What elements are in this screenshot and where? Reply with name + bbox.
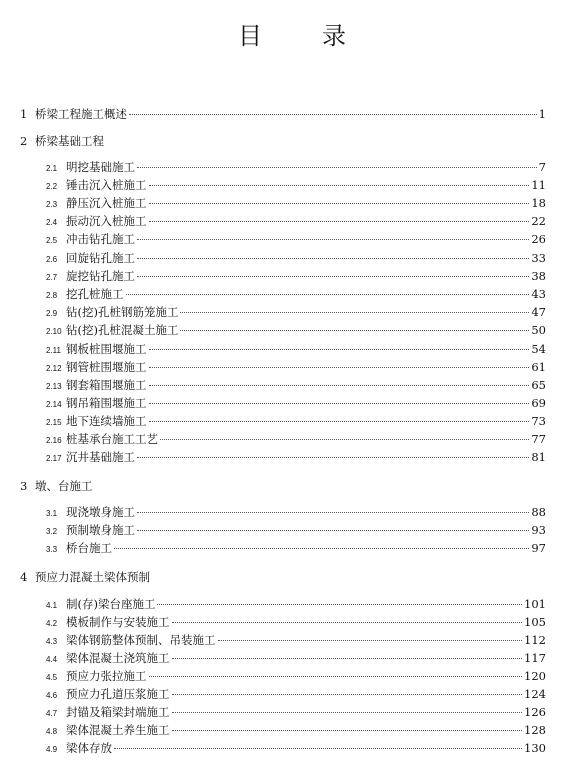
toc-number: 4.6: [46, 691, 58, 700]
toc-chapter-entry[interactable]: [20, 134, 546, 148]
dot-leader: [172, 712, 523, 713]
toc-title: 预应力混凝土梁体预制: [35, 570, 150, 584]
dot-leader: [157, 604, 522, 605]
toc-title: 封锚及箱梁封端施工: [66, 705, 170, 719]
dot-leader: [114, 748, 522, 749]
toc-page-number: 22: [531, 214, 546, 228]
toc-page-number: 73: [531, 414, 546, 428]
toc-section-entry[interactable]: [46, 251, 546, 267]
toc-page-number: 112: [524, 633, 546, 647]
toc-number: 2.10: [46, 327, 62, 336]
toc-title: 冲击钻孔施工: [66, 232, 135, 246]
toc-section-entry[interactable]: [46, 232, 546, 248]
toc-number: 4.3: [46, 637, 58, 646]
dot-leader: [137, 258, 529, 259]
dot-leader: [114, 548, 529, 549]
toc-title: 预应力孔道压浆施工: [66, 687, 170, 701]
toc-title: 桥梁基础工程: [35, 134, 104, 148]
toc-title: 梁体混凝土养生施工: [66, 723, 170, 737]
toc-title: 挖孔桩施工: [66, 287, 124, 301]
toc-page-number: 1: [538, 107, 546, 121]
dot-leader: [172, 622, 523, 623]
dot-leader: [149, 185, 530, 186]
toc-number: 2.8: [46, 291, 58, 300]
toc-page-number: 124: [524, 687, 546, 701]
toc-section-entry[interactable]: [46, 633, 546, 649]
toc-number: 1: [20, 107, 28, 121]
toc-section-entry[interactable]: [46, 505, 546, 521]
toc-page-number: 7: [538, 160, 546, 174]
toc-page-number: 101: [524, 597, 546, 611]
toc-chapter-entry[interactable]: [20, 107, 546, 121]
toc-section-entry[interactable]: [46, 287, 546, 303]
toc-number: 2: [20, 134, 28, 148]
toc-page-number: 117: [524, 651, 546, 665]
toc-number: 2.3: [46, 200, 58, 209]
toc-title: 锤击沉入桩施工: [66, 178, 147, 192]
toc-title: 静压沉入桩施工: [66, 196, 147, 210]
toc-title: 钢吊箱围堰施工: [66, 396, 147, 410]
toc-section-entry[interactable]: [46, 323, 546, 339]
toc-section-entry[interactable]: [46, 669, 546, 685]
dot-leader: [126, 294, 530, 295]
dot-leader: [180, 330, 529, 331]
toc-page-number: 88: [531, 505, 546, 519]
toc-page-number: 130: [524, 741, 546, 755]
toc-section-entry[interactable]: [46, 705, 546, 721]
toc-section-entry[interactable]: [46, 160, 546, 176]
toc-number: 4.1: [46, 601, 58, 610]
toc-page-number: 128: [524, 723, 546, 737]
toc-title: 梁体钢筋整体预制、吊装施工: [66, 633, 216, 647]
toc-title: 钢套箱围堰施工: [66, 378, 147, 392]
toc-title: 桩基承台施工工艺: [66, 432, 158, 446]
toc-number: 3.1: [46, 509, 58, 518]
toc-number: 2.7: [46, 273, 58, 282]
toc-title: 钻(挖)孔桩混凝土施工: [66, 323, 179, 337]
dot-leader: [149, 676, 523, 677]
toc-title: 钢管桩围堰施工: [66, 360, 147, 374]
toc-section-entry[interactable]: [46, 305, 546, 321]
toc-number: 2.13: [46, 382, 62, 391]
toc-number: 2.6: [46, 255, 58, 264]
toc-number: 2.2: [46, 182, 58, 191]
toc-section-entry[interactable]: [46, 523, 546, 539]
toc-title: 沉井基础施工: [66, 450, 135, 464]
toc-number: 4.2: [46, 619, 58, 628]
toc-number: 2.11: [46, 346, 61, 355]
toc-number: 4.4: [46, 655, 58, 664]
toc-page-number: 50: [531, 323, 546, 337]
toc-page-number: 43: [531, 287, 546, 301]
toc-page-number: 61: [531, 360, 546, 374]
dot-leader: [218, 640, 523, 641]
toc-title: 模板制作与安装施工: [66, 615, 170, 629]
toc-title: 钻(挖)孔桩钢筋笼施工: [66, 305, 179, 319]
toc-page-number: 120: [524, 669, 546, 683]
toc-title: 振动沉入桩施工: [66, 214, 147, 228]
toc-number: 4.8: [46, 727, 58, 736]
toc-title: 回旋钻孔施工: [66, 251, 135, 265]
toc-number: 2.5: [46, 236, 58, 245]
toc-page-number: 33: [531, 251, 546, 265]
dot-leader: [137, 530, 529, 531]
toc-number: 3.2: [46, 527, 58, 536]
dot-leader: [172, 658, 523, 659]
dot-leader: [172, 730, 523, 731]
dot-leader: [180, 312, 529, 313]
toc-section-entry[interactable]: [46, 342, 546, 358]
toc-page-number: 38: [531, 269, 546, 283]
toc-number: 3: [20, 479, 28, 493]
dot-leader: [149, 385, 530, 386]
toc-section-entry[interactable]: [46, 214, 546, 230]
toc-title: 预制墩身施工: [66, 523, 135, 537]
toc-number: 2.9: [46, 309, 58, 318]
dot-leader: [149, 367, 530, 368]
dot-leader: [137, 276, 529, 277]
toc-page-number: 97: [531, 541, 546, 555]
toc-section-entry[interactable]: [46, 723, 546, 739]
dot-leader: [149, 221, 530, 222]
toc-title: 墩、台施工: [35, 479, 93, 493]
toc-section-entry[interactable]: [46, 178, 546, 194]
toc-section-entry[interactable]: [46, 651, 546, 667]
dot-leader: [149, 349, 530, 350]
toc-title: 地下连续墙施工: [66, 414, 147, 428]
dot-leader: [129, 114, 537, 115]
toc-section-entry[interactable]: [46, 360, 546, 376]
toc-title: 梁体混凝土浇筑施工: [66, 651, 170, 665]
toc-number: 2.17: [46, 454, 62, 463]
toc-number: 4.5: [46, 673, 58, 682]
toc-page-number: 47: [531, 305, 546, 319]
toc-title: 桥台施工: [66, 541, 112, 555]
toc-page-number: 77: [531, 432, 546, 446]
toc-title: 旋挖钻孔施工: [66, 269, 135, 283]
toc-number: 2.15: [46, 418, 62, 427]
toc-chapter-entry[interactable]: [20, 570, 546, 584]
toc-page-number: 18: [531, 196, 546, 210]
toc-number: 2.1: [46, 164, 58, 173]
toc-section-entry[interactable]: [46, 615, 546, 631]
toc-section-entry[interactable]: [46, 741, 546, 757]
toc-section-entry[interactable]: [46, 597, 546, 613]
toc-number: 2.12: [46, 364, 62, 373]
toc-number: 4.7: [46, 709, 58, 718]
toc-number: 2.16: [46, 436, 62, 445]
toc-page-number: 93: [531, 523, 546, 537]
dot-leader: [137, 512, 529, 513]
dot-leader: [137, 167, 537, 168]
toc-page-number: 11: [531, 178, 546, 192]
toc-section-entry[interactable]: [46, 432, 546, 448]
toc-section-entry[interactable]: [46, 269, 546, 285]
toc-section-entry[interactable]: [46, 378, 546, 394]
dot-leader: [149, 403, 530, 404]
dot-leader: [149, 421, 530, 422]
toc-title: 预应力张拉施工: [66, 669, 147, 683]
toc-section-entry[interactable]: [46, 396, 546, 412]
toc-page-number: 126: [524, 705, 546, 719]
toc-chapter-entry[interactable]: [20, 479, 546, 493]
dot-leader: [172, 694, 523, 695]
toc-page-number: 26: [531, 232, 546, 246]
dot-leader: [137, 457, 529, 458]
toc-number: 3.3: [46, 545, 58, 554]
toc-title: 现浇墩身施工: [66, 505, 135, 519]
toc-section-entry[interactable]: [46, 196, 546, 212]
toc-number: 2.14: [46, 400, 62, 409]
dot-leader: [160, 439, 529, 440]
toc-number: 2.4: [46, 218, 58, 227]
toc-title: 明挖基础施工: [66, 160, 135, 174]
toc-title: 桥梁工程施工概述: [35, 107, 127, 121]
toc-page-number: 105: [524, 615, 546, 629]
toc-page-number: 65: [531, 378, 546, 392]
page-title: 目 录: [238, 22, 364, 50]
toc-title: 梁体存放: [66, 741, 112, 755]
toc-page-number: 54: [531, 342, 546, 356]
dot-leader: [137, 239, 529, 240]
toc-section-entry[interactable]: [46, 414, 546, 430]
toc-number: 4.9: [46, 745, 58, 754]
toc-number: 4: [20, 570, 28, 584]
toc-section-entry[interactable]: [46, 450, 546, 466]
toc-title: 制(存)梁台座施工: [66, 597, 156, 611]
toc-page-number: 81: [531, 450, 546, 464]
toc-section-entry[interactable]: [46, 687, 546, 703]
toc-section-entry[interactable]: [46, 541, 546, 557]
toc-page-number: 69: [531, 396, 546, 410]
toc-title: 钢板桩围堰施工: [66, 342, 147, 356]
dot-leader: [149, 203, 530, 204]
